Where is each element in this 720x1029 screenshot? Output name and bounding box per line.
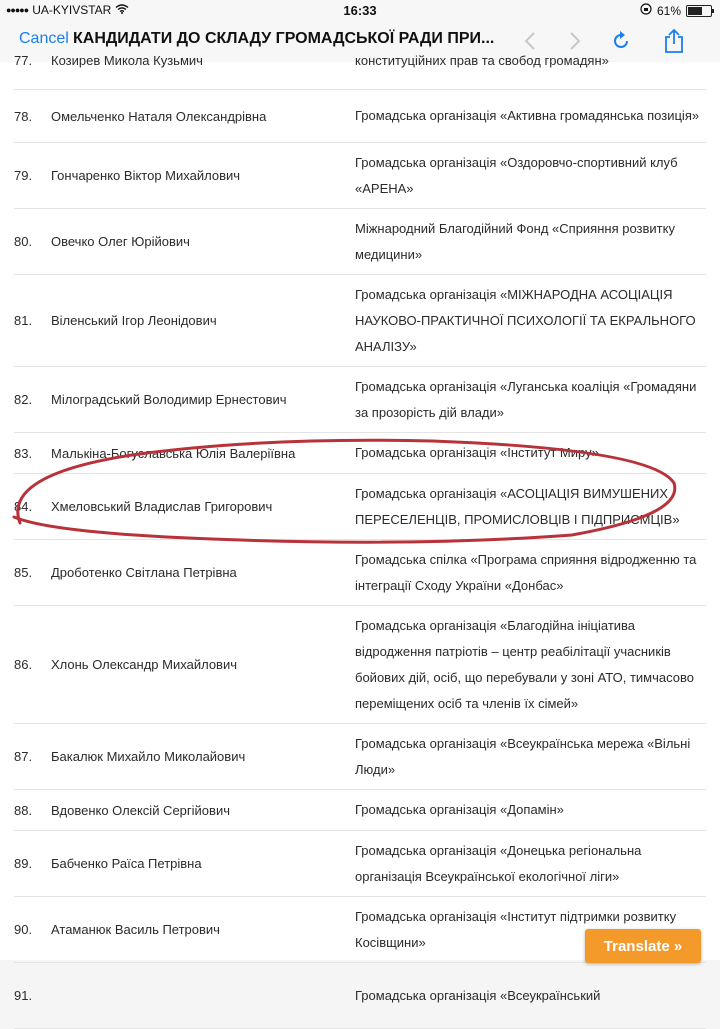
table-row <box>14 474 706 540</box>
row-number: 80. <box>14 234 33 249</box>
candidate-name: Козирев Микола Кузьмич <box>51 53 203 68</box>
rotation-lock-icon <box>640 3 652 18</box>
row-number: 83. <box>14 445 33 461</box>
row-number: 82. <box>14 392 33 407</box>
organization-name: конституційних прав та свобод громадян» <box>355 52 609 68</box>
organization-name: Громадська організація «АСОЦІАЦІЯ ВИМУШЕНИХ ПЕРЕСЕЛЕНЦІВ, ПРОМИСЛОВЦІВ І ПІДПРИЄМЦІВ» <box>355 485 680 527</box>
row-number: 84. <box>14 499 33 514</box>
table-row <box>14 606 706 724</box>
row-number: 81. <box>14 313 33 328</box>
row-number: 89. <box>14 856 33 871</box>
organization-name: Громадська організація «МІЖНАРОДНА АСОЦІАЦІЯ НАУКОВО-ПРАКТИЧНОЇ ПСИХОЛОГІЇ ТА ЕКРАЛЬНОГО АНАЛІЗУ» <box>355 286 696 354</box>
battery-percent: 61% <box>656 3 681 18</box>
organization-name: Громадська організація «Всеукраїнський <box>355 987 601 1003</box>
candidate-name: Бабченко Раїса Петрівна <box>51 856 202 871</box>
organization-name: Громадська організація «Інститут підтримки розвитку Косівщини» <box>355 908 677 950</box>
row-number: 91. <box>14 988 33 1003</box>
table-row <box>14 275 706 367</box>
organization-name: Громадська спілка «Програма сприяння відродженню та інтеграції Сходу України «Донбас» <box>355 551 697 593</box>
cancel-button[interactable]: Cancel <box>19 30 69 47</box>
table-row <box>14 831 706 897</box>
row-number: 77. <box>14 53 33 68</box>
row-number: 88. <box>14 802 33 818</box>
candidate-list[interactable] <box>0 52 720 1003</box>
carrier-name: UA-KYIVSTAR <box>32 3 112 17</box>
candidate-name: Омельченко Наталя Олександрівна <box>51 108 267 124</box>
translate-button[interactable]: Translate » <box>585 929 701 963</box>
table-row <box>14 790 706 831</box>
candidate-name: Віленський Ігор Леонідович <box>51 313 217 328</box>
organization-name: Громадська організація «Інститут Миру» <box>355 445 599 460</box>
candidate-name: Вдовенко Олексій Сергійович <box>51 802 230 818</box>
table-row <box>14 90 706 143</box>
table-row <box>14 209 706 275</box>
status-bar <box>0 0 720 20</box>
clock: 16:33 <box>343 3 377 18</box>
candidate-name: Атаманюк Василь Петрович <box>51 922 220 937</box>
table-row <box>14 367 706 433</box>
page-title: КАНДИДАТИ ДО СКЛАДУ ГРОМАДСЬКОЇ РАДИ ПРИ... <box>73 30 495 47</box>
organization-name: Громадська організація «Оздоровчо-спортивний клуб «АРЕНА» <box>355 154 678 196</box>
organization-name: Громадська організація «Допамін» <box>355 802 564 817</box>
candidate-name: Хлонь Олександр Михайлович <box>51 657 237 672</box>
organization-name: Громадська організація «Благодійна ініціатива відродження патріотів – центр реабілітації учасників бойових дій, осіб, що перебували у зоні АТО, тимчасово переміщених осіб та членів їх сімей» <box>355 617 694 711</box>
table-row <box>14 143 706 209</box>
row-number: 87. <box>14 749 33 764</box>
organization-name: Міжнародний Благодійний Фонд «Сприяння розвитку медицини» <box>355 220 675 262</box>
row-number: 85. <box>14 565 33 580</box>
candidate-name: Гончаренко Віктор Михайлович <box>51 168 241 183</box>
battery-info <box>640 3 712 18</box>
candidate-name: Малькіна-Богуславська Юлія Валеріївна <box>51 445 296 461</box>
table-row <box>14 724 706 790</box>
candidate-name: Мілоградський Володимир Ернестович <box>51 392 287 407</box>
organization-name: Громадська організація «Всеукраїнська мережа «Вільні Люди» <box>355 735 691 777</box>
row-number: 78. <box>14 108 33 124</box>
candidate-rows <box>14 32 706 1029</box>
organization-name: Громадська організація «Активна громадянська позиція» <box>355 108 700 123</box>
table-row <box>14 963 706 1029</box>
candidate-name: Хмеловський Владислав Григорович <box>51 499 273 514</box>
organization-name: Громадська організація «Донецька регіональна організація Всеукраїнської екологічної ліги» <box>355 842 642 884</box>
row-number: 79. <box>14 168 33 183</box>
organization-name: Громадська організація «Луганська коаліція «Громадяни за прозорість дій влади» <box>355 378 697 420</box>
battery-icon <box>686 5 712 17</box>
table-row <box>14 32 706 90</box>
candidate-name: Бакалюк Михайло Миколайович <box>51 749 246 764</box>
row-number: 86. <box>14 657 33 672</box>
table-row <box>14 433 706 474</box>
signal-icon: ●●●●● <box>6 5 29 15</box>
candidate-name: Овечко Олег Юрійович <box>51 234 190 249</box>
row-number: 90. <box>14 922 33 937</box>
table-row <box>14 540 706 606</box>
candidate-name: Дроботенко Світлана Петрівна <box>51 565 237 580</box>
